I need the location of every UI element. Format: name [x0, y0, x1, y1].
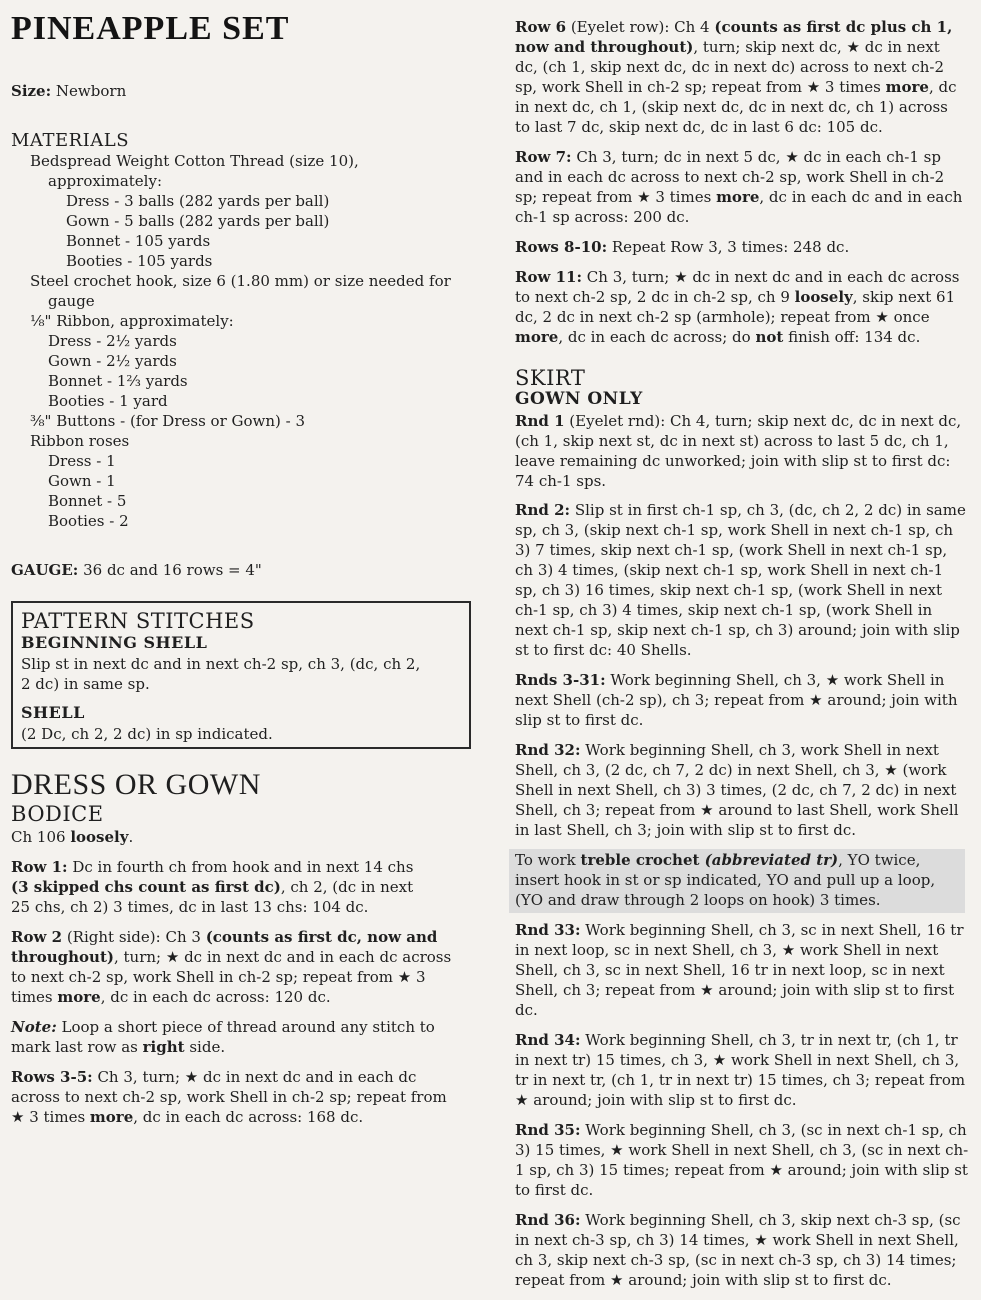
row-11: [515, 267, 967, 347]
material-line: approximately:: [48, 172, 163, 190]
row-7-label: Row 7:: [515, 148, 572, 166]
rows-8-10: [515, 237, 849, 257]
material-line: Gown - 5 balls (282 yards per ball): [66, 212, 330, 230]
rnd-32-text: Work beginning Shell, ch 3, work Shell in next Shell, ch 3, (2 dc, ch 7, 2 dc) in next Shell, ch 3, ★ (work Shell in next Shell, ch 3) 3 times, (2 dc, ch 7, 2 dc) in next Shell, ch 3; repeat from ★ around to last Shell, work Shell in last Shell, ch 3; join with slip st to first dc.: [515, 741, 959, 839]
rnd-33: [515, 920, 967, 1020]
row-1-label: Row 1:: [11, 858, 68, 876]
rnd-1-label: Rnd 1: [515, 412, 565, 430]
material-line: Bonnet - 5: [48, 492, 127, 510]
chain-bold: loosely: [70, 828, 129, 846]
row-11-bold-2: more: [515, 328, 559, 346]
gauge-label: GAUGE:: [11, 561, 79, 579]
treble-text-b: , YO twice, insert hook in st or sp indicated, YO and pull up a loop, (YO and draw through 2 loops on hook) 3 times.: [515, 851, 936, 909]
gauge-line: [11, 560, 262, 580]
row-7-text: Ch 3, turn; dc in next 5 dc, ★ dc in each ch-1 sp and in each dc across to next ch-2 sp, work Shell in ch-2 sp; repeat from ★ 3 times: [515, 148, 945, 206]
treble-bold: treble crochet: [580, 851, 705, 869]
rows-8-10-label: Rows 8-10:: [515, 238, 608, 256]
note-bold: right: [142, 1038, 185, 1056]
row-6-text: (Eyelet row): Ch 4: [566, 18, 715, 36]
rnd-2: [515, 500, 967, 660]
rows-3-5-label: Rows 3-5:: [11, 1068, 93, 1086]
row-2-text: (Right side): Ch 3: [62, 928, 206, 946]
rows-3-5-text-b: , dc in each dc across: 168 dc.: [133, 1108, 364, 1126]
row-2-label: Row 2: [11, 928, 63, 946]
row-1-text: Dc in fourth ch from hook and in next 14 chs: [67, 858, 414, 876]
row-1-bold: (3 skipped chs count as first dc): [11, 878, 281, 896]
rnd-36-text: Work beginning Shell, ch 3, skip next ch-3 sp, (sc in next ch-3 sp, ch 3) 14 times, ★ work Shell in next Shell, ch 3, skip next ch-3 sp, (sc in next ch-3 sp, ch 3) 14 times; repeat from ★ around; join with slip st to first dc.: [515, 1211, 961, 1289]
row-1-text-b: , ch 2, (dc in next 25 chs, ch 2) 3 times, dc in last 13 chs: 104 dc.: [11, 878, 414, 916]
row-11-label: Row 11:: [515, 268, 583, 286]
treble-text: To work: [515, 851, 581, 869]
material-line: Bonnet - 1⅔ yards: [48, 372, 188, 390]
row-2-text-b: , turn; ★ dc in next dc and in each dc across to next ch-2 sp, work Shell in ch-2 sp; repeat from ★ 3 times: [11, 948, 452, 1006]
material-line: Bonnet - 105 yards: [66, 232, 211, 250]
row-6-text-c: , dc in next dc, ch 1, (skip next dc, dc in next dc, ch 1) across to last 7 dc, skip next dc, dc in last 6 dc: 105 dc.: [515, 78, 957, 136]
rnd-35-label: Rnd 35:: [515, 1121, 581, 1139]
material-line: Bedspread Weight Cotton Thread (size 10),: [30, 152, 359, 170]
note-text-b: side.: [184, 1038, 226, 1056]
rnds-3-31-text: Work beginning Shell, ch 3, ★ work Shell in next Shell (ch-2 sp), ch 3; repeat from ★ around; join with slip st to first dc.: [515, 671, 958, 729]
row-11-bold: loosely: [794, 288, 853, 306]
chain-end: .: [128, 828, 134, 846]
page-title: PINEAPPLE SET: [11, 10, 290, 47]
rnd-32-label: Rnd 32:: [515, 741, 581, 759]
rnd-36: [515, 1210, 970, 1290]
beginning-shell-line: Slip st in next dc and in next ch-2 sp, ch 3, (dc, ch 2,: [21, 655, 421, 673]
rows-3-5: [11, 1067, 461, 1127]
row-7: [515, 147, 965, 227]
material-line: Booties - 105 yards: [66, 252, 213, 270]
rnd-32: [515, 740, 967, 840]
note: [11, 1017, 456, 1057]
bodice-heading: BODICE: [11, 802, 104, 826]
rnd-2-label: Rnd 2:: [515, 501, 571, 519]
rnd-35-text: Work beginning Shell, ch 3, (sc in next ch-1 sp, ch 3) 15 times, ★ work Shell in next Shell, ch 3, (sc in next ch-1 sp, ch 3) 15 times; repeat from ★ around; join with slip st to first dc.: [515, 1121, 969, 1199]
treble-note: [515, 850, 965, 910]
skirt-heading: SKIRT: [515, 366, 586, 390]
rnd-34-text: Work beginning Shell, ch 3, tr in next tr, (ch 1, tr in next tr) 15 times, ch 3, ★ work Shell in next Shell, ch 3, tr in next tr, (ch 1, tr in next tr) 15 times, ch 3; repeat from ★ around; join with slip st to first dc.: [515, 1031, 966, 1109]
row-6-bold: (counts as first dc plus ch 1, now and throughout): [515, 18, 953, 56]
material-line: Dress - 2½ yards: [48, 332, 177, 350]
size-label: Size:: [11, 82, 52, 100]
row-2-bold: (counts as first dc, now and throughout): [11, 928, 438, 966]
rnd-33-text: Work beginning Shell, ch 3, sc in next Shell, 16 tr in next loop, sc in next Shell, ch 3, ★ work Shell in next Shell, ch 3, sc in next Shell, 16 tr in next loop, sc in next Shell, ch 3; repeat from ★ around; join with slip st to first dc.: [515, 921, 964, 1019]
gauge-value: 36 dc and 16 rows = 4": [83, 561, 262, 579]
material-line: Dress - 1: [48, 452, 116, 470]
rnd-2-text: Slip st in first ch-1 sp, ch 3, (dc, ch 2, 2 dc) in same sp, ch 3, (skip next ch-1 sp, work Shell in next ch-1 sp, ch 3) 7 times, skip next ch-1 sp, (work Shell in next ch-1 sp, ch 3) 4 times, (skip next ch-1 sp, work Shell in next ch-1 sp, ch 3) 16 times, skip next ch-1 sp, (work Shell in next ch-1 sp, ch 3) 4 times, skip next ch-1 sp, (work Shell in next ch-1 sp, skip next ch-1 sp, ch 3) around; join with slip st to first dc: 40 Shells.: [515, 501, 966, 659]
note-text: Loop a short piece of thread around any stitch to mark last row as: [11, 1018, 435, 1056]
chain-text: Ch 106: [11, 828, 71, 846]
rnd-35: [515, 1120, 970, 1200]
row-11-text-b: , skip next 61 dc, 2 dc in next ch-2 sp (armhole); repeat from ★ once: [515, 288, 956, 326]
material-line: ⅛" Ribbon, approximately:: [30, 312, 234, 330]
row-6-label: Row 6: [515, 18, 567, 36]
material-line: Ribbon roses: [30, 432, 130, 450]
rows-3-5-text: Ch 3, turn; ★ dc in next dc and in each dc across to next ch-2 sp, work Shell in ch-2 sp; repeat from ★ 3 times: [11, 1068, 447, 1126]
gown-only-heading: GOWN ONLY: [515, 389, 643, 409]
chain-line: [11, 827, 133, 847]
rows-3-5-bold: more: [89, 1108, 134, 1126]
row-2-bold-2: more: [57, 988, 101, 1006]
beginning-shell-line: 2 dc) in same sp.: [21, 675, 150, 693]
rnd-34: [515, 1030, 967, 1110]
row-6-text-b: , turn; skip next dc, ★ dc in next dc, (ch 1, skip next dc, dc in next dc) across to next ch-2 sp, work Shell in ch-2 sp; repeat from ★ 3 times: [515, 38, 945, 96]
row-11-text-d: finish off: 134 dc.: [783, 328, 921, 346]
size-line: [11, 81, 126, 101]
shell-line: (2 Dc, ch 2, 2 dc) in sp indicated.: [21, 725, 273, 743]
row-6-bold-2: more: [885, 78, 929, 96]
material-line: Gown - 1: [48, 472, 116, 490]
dress-heading: DRESS OR GOWN: [11, 768, 261, 801]
material-line: Dress - 3 balls (282 yards per ball): [66, 192, 330, 210]
rnds-3-31-label: Rnds 3-31:: [515, 671, 606, 689]
rnd-1-text: (Eyelet rnd): Ch 4, turn; skip next dc, dc in next dc, (ch 1, skip next st, dc in next st) across to last 5 dc, ch 1, leave remaining dc unworked; join with slip st to first dc: 74 ch-1 sps.: [515, 412, 962, 490]
treble-bold-italic: (abbreviated tr): [704, 851, 839, 869]
rnd-36-label: Rnd 36:: [515, 1211, 581, 1229]
material-line: gauge: [48, 292, 95, 310]
row-1: [11, 857, 431, 917]
beginning-shell-heading: BEGINNING SHELL: [21, 633, 208, 652]
row-7-text-b: , dc in each dc and in each ch-1 sp across: 200 dc.: [515, 188, 963, 226]
row-11-text-c: , dc in each dc across; do: [558, 328, 756, 346]
row-7-bold: more: [716, 188, 760, 206]
material-line: ⅜" Buttons - (for Dress or Gown) - 3: [30, 412, 306, 430]
rows-8-10-text: Repeat Row 3, 3 times: 248 dc.: [607, 238, 850, 256]
shell-heading: SHELL: [21, 703, 85, 722]
rnds-3-31: [515, 670, 967, 730]
row-11-text: Ch 3, turn; ★ dc in next dc and in each dc across to next ch-2 sp, 2 dc in ch-2 sp, ch 9: [515, 268, 960, 306]
row-11-bold-3: not: [755, 328, 784, 346]
row-6: [515, 17, 967, 137]
rnd-34-label: Rnd 34:: [515, 1031, 581, 1049]
row-2: [11, 927, 456, 1007]
rnd-33-label: Rnd 33:: [515, 921, 581, 939]
note-label: Note:: [11, 1018, 57, 1036]
material-line: Gown - 2½ yards: [48, 352, 177, 370]
rnd-1: [515, 411, 970, 491]
size-value: Newborn: [55, 82, 127, 100]
material-line: Booties - 1 yard: [48, 392, 168, 410]
row-2-text-c: , dc in each dc across: 120 dc.: [100, 988, 331, 1006]
pattern-stitches-heading: PATTERN STITCHES: [21, 609, 255, 633]
materials-heading: MATERIALS: [11, 130, 130, 151]
material-line: Steel crochet hook, size 6 (1.80 mm) or size needed for: [30, 272, 451, 290]
material-line: Booties - 2: [48, 512, 129, 530]
